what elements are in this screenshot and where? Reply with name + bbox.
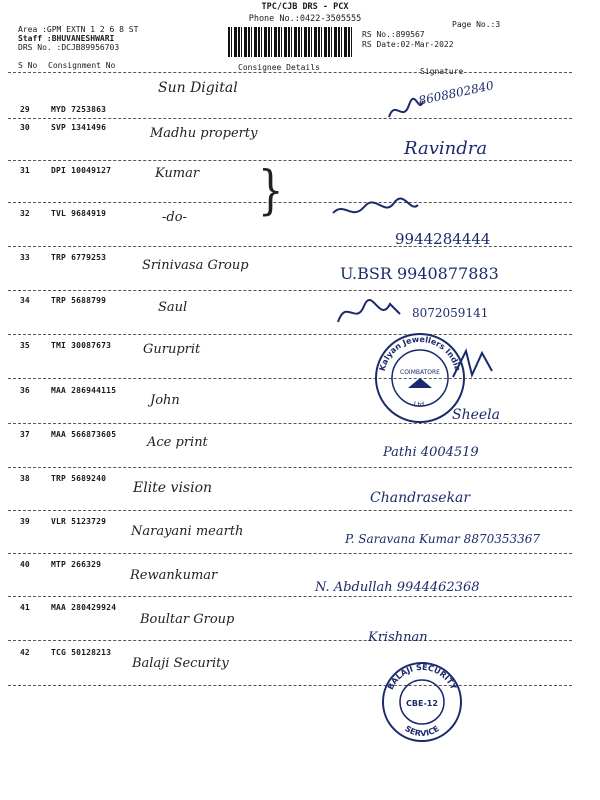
row-sno: 35: [20, 341, 30, 350]
consignee-handwritten: Narayani mearth: [131, 524, 244, 539]
row-consignment: VLR 5123729: [51, 517, 107, 526]
signature-note: Sheela: [452, 407, 501, 423]
row-sno: 31: [20, 166, 30, 175]
staff-name: BHUVANESHWARI: [51, 34, 115, 43]
row-rule: [8, 685, 572, 686]
row-sno: 34: [20, 296, 30, 305]
signature-note: 8608802840: [417, 78, 495, 108]
row-rule: [8, 596, 572, 597]
row-sno: 37: [20, 430, 30, 439]
row-rule: [8, 290, 572, 291]
consignee-handwritten: Madhu property: [150, 126, 258, 141]
consignee-handwritten: Saul: [158, 300, 188, 315]
col-sno: S No: [18, 61, 38, 70]
row-consignment: MAA 286944115: [51, 386, 117, 395]
drs-number: DRS No. :DCJB89956703: [18, 43, 120, 52]
consignee-handwritten: Ace print: [147, 435, 208, 450]
row-sno: 42: [20, 648, 30, 657]
balaji-stamp: [380, 660, 464, 744]
row-sno: 30: [20, 123, 30, 132]
kalyan-stamp-city: COIMBATORE: [400, 369, 440, 376]
rs-number: RS No.:899567: [362, 30, 425, 39]
signature-note: U.BSR 9940877883: [340, 264, 499, 283]
consignee-handwritten: Rewankumar: [130, 568, 218, 583]
kalyan-stamp-text: Kalyan Jewellers India: [377, 334, 463, 373]
row-rule: [8, 640, 572, 641]
area-label: Area :GPM EXTN 1 2 6 8 ST: [18, 25, 139, 34]
row-sno: 36: [20, 386, 30, 395]
signature-scribble: [330, 195, 420, 225]
row-consignment: MAA 566873605: [51, 430, 117, 439]
row-sno: 41: [20, 603, 30, 612]
header-rule: [8, 72, 572, 73]
rs-date: RS Date:02-Mar-2022: [362, 40, 454, 49]
signature-note: Chandrasekar: [370, 490, 471, 506]
brace-mark: }: [258, 161, 284, 221]
consignee-handwritten: Sun Digital: [158, 80, 238, 96]
signature-note: 9944284444: [395, 230, 491, 248]
row-sno: 40: [20, 560, 30, 569]
balaji-stamp-center: CBE-12: [406, 699, 438, 708]
col-consignment: Consignment No: [48, 61, 116, 70]
table-row: [0, 294, 600, 339]
page-number: Page No.:3: [452, 20, 501, 29]
row-rule: [8, 510, 572, 511]
kalyan-stamp-bottom: Ltd.: [413, 400, 427, 409]
signature-note: P. Saravana Kumar 8870353367: [345, 532, 541, 546]
signature-note: Pathi 4004519: [383, 445, 479, 460]
row-consignment: TVL 9684919: [51, 209, 107, 218]
signature-scribble: [334, 296, 404, 328]
row-sno: 29: [20, 105, 30, 114]
col-consignee: Consignee Details: [238, 63, 320, 72]
signature-scribble: [385, 95, 425, 125]
row-consignment: TMI 30087673: [51, 341, 112, 350]
signature-note: 8072059141: [412, 306, 489, 320]
svg-text:Ltd.: [413, 400, 427, 409]
row-rule: [8, 202, 572, 203]
row-sno: 32: [20, 209, 30, 218]
phone-number: Phone No.:0422-3505555: [248, 14, 362, 24]
row-consignment: TCG 50128213: [51, 648, 112, 657]
col-signature: Signature: [420, 67, 464, 76]
barcode: [228, 27, 354, 57]
row-consignment: TRP 5688799: [51, 296, 107, 305]
row-sno: 39: [20, 517, 30, 526]
row-rule: [8, 467, 572, 468]
balaji-stamp-text: BALAJI SECURITY: [385, 662, 459, 692]
row-consignment: SVP 1341496: [51, 123, 107, 132]
row-rule: [8, 160, 572, 161]
row-consignment: MAA 280429924: [51, 603, 117, 612]
consignee-handwritten: Elite vision: [133, 480, 213, 496]
consignee-handwritten: Boultar Group: [140, 612, 235, 627]
balaji-stamp-bottom: SERVICE: [403, 724, 441, 739]
signature-note: Ravindra: [404, 138, 488, 159]
row-sno: 33: [20, 253, 30, 262]
svg-text:Kalyan Jewellers India: [378, 335, 463, 372]
signature-note: N. Abdullah 9944462368: [315, 580, 480, 595]
svg-text:BALAJI SECURITY: [386, 663, 458, 691]
row-consignment: TRP 5689240: [51, 474, 107, 483]
row-rule: [8, 118, 572, 119]
row-consignment: DPI 10049127: [51, 166, 112, 175]
row-rule: [8, 553, 572, 554]
signature-note: Krishnan: [368, 630, 428, 645]
svg-text:SERVICE: [403, 724, 440, 738]
row-consignment: MTP 266329: [51, 560, 102, 569]
staff-label: Staff :: [18, 34, 52, 43]
consignee-handwritten: Guruprit: [143, 342, 201, 357]
consignee-handwritten: Kumar: [155, 166, 200, 181]
consignee-handwritten: Srinivasa Group: [142, 258, 249, 273]
row-sno: 38: [20, 474, 30, 483]
consignee-handwritten: -do-: [162, 210, 187, 225]
kalyan-stamp: [372, 330, 468, 426]
kalyan-logo-icon: [408, 378, 432, 388]
consignee-handwritten: John: [150, 393, 180, 408]
row-rule: [8, 423, 572, 424]
sheet-title: TPC/CJB DRS - PCX: [261, 2, 349, 12]
consignee-handwritten: Balaji Security: [132, 656, 229, 671]
row-rule: [8, 334, 572, 335]
row-consignment: MYD 7253863: [51, 105, 107, 114]
row-consignment: TRP 6779253: [51, 253, 107, 262]
